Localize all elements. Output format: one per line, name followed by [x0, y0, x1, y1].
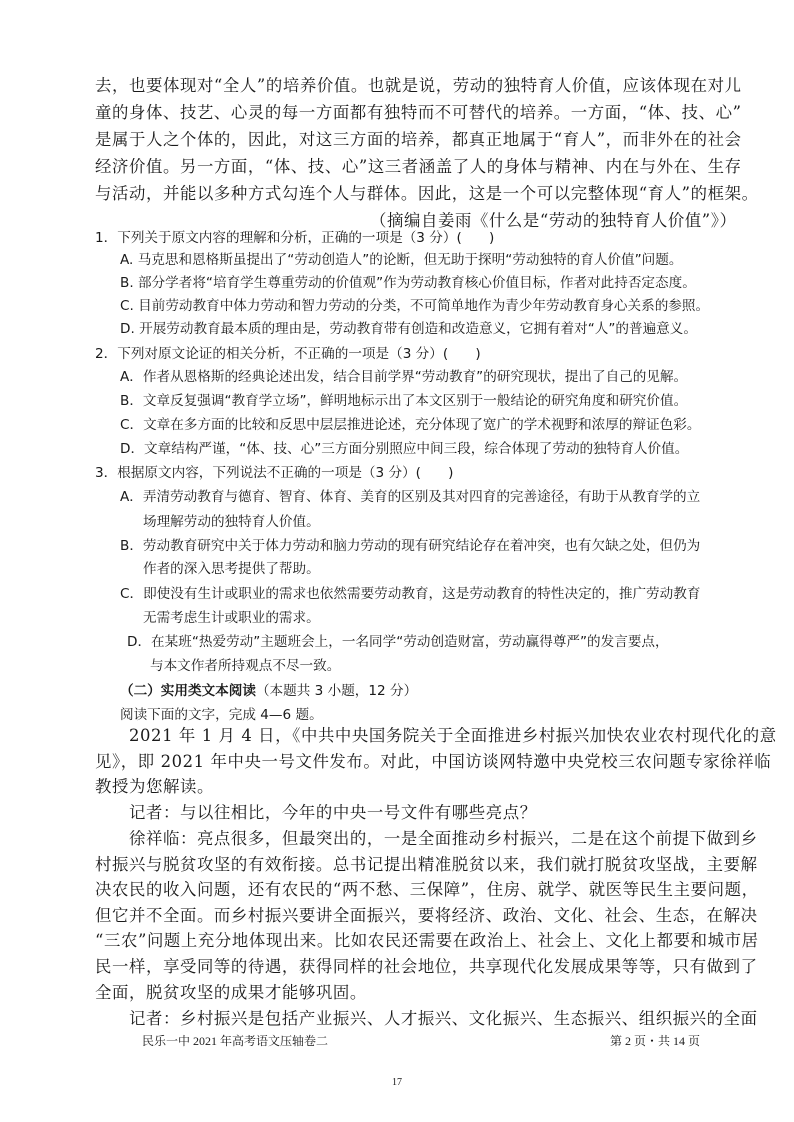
passage2-line-3: 教授为您解读。: [95, 777, 214, 796]
question-3-option-b-line-1: B．劳动教育研究中关于体力劳动和脑力劳动的现有研究结论存在着冲突，也有欠缺之处，但仍为: [120, 538, 701, 554]
question-2-option-a: A．作者从恩格斯的经典论述出发，结合目前学界“劳动教育”的研究现状，提出了自己的见解。: [120, 369, 688, 385]
passage2-line-2: 见》，即 2021 年中央一号文件发布。对此，中国访谈网特邀中央党校三农问题专家徐祥临: [95, 752, 772, 771]
question-3-option-c-line-1: C．即使没有生计或职业的需求也依然需要劳动教育，这是劳动教育的特性决定的，推广劳动教育: [120, 586, 701, 602]
passage1-line-5: 与活动，并能以多种方式勾连个人与群体。因此，这是一个可以完整体现“育人”的框架。: [95, 184, 759, 203]
passage2-line-5: 徐祥临：亮点很多，但最突出的，一是全面推动乡村振兴，二是在这个前提下做到乡: [95, 829, 758, 848]
passage1-source: （摘编自姜雨《什么是“劳动的独特育人价值”》）: [370, 211, 737, 230]
passage2-line-12: 记者：乡村振兴是包括产业振兴、人才振兴、文化振兴、生态振兴、组织振兴的全面: [95, 1009, 758, 1028]
passage2-line-11: 全面，脱贫攻坚的成果才能够巩固。: [95, 983, 367, 1002]
question-2-option-d: D．文章结构严谨，“体、技、心”三方面分别照应中间三段，综合体现了劳动的独特育人价值。: [120, 441, 689, 457]
section-2-heading-detail: （本题共 3 小题，12 分）: [255, 683, 418, 699]
question-2-option-c: C．文章在多方面的比较和反思中层层推进论述，充分体现了宽广的学术视野和浓厚的辩证色彩。: [120, 417, 701, 433]
passage1-line-4: 经济价值。另一方面，“体、技、心”这三者涵盖了人的身体与精神、内在与外在、生存: [95, 157, 742, 176]
section-2-heading-title: （二）实用类文本阅读: [120, 683, 256, 699]
question-2-stem: 2．下列对原文论证的相关分析，不正确的一项是（3 分）( ): [95, 346, 481, 362]
passage1-line-1: 去，也要体现对“全人”的培养价值。也就是说，劳动的独特育人价值，应该体现在对儿: [95, 76, 742, 95]
question-1-option-d: D. 开展劳动教育最本质的理由是，劳动教育带有创造和改造意义，它拥有着对“人”的普遍意义。: [120, 321, 697, 337]
question-1-option-c: C. 目前劳动教育中体力劳动和智力劳动的分类，不可简单地作为青少年劳动教育身心关系的参照。: [120, 298, 710, 314]
question-2-option-b: B．文章反复强调“教育学立场”，鲜明地标示出了本文区别于一般结论的研究角度和研究价值。: [120, 393, 688, 409]
question-3-stem: 3．根据原文内容，下列说法不正确的一项是（3 分）( ): [95, 465, 454, 481]
question-1-option-b: B. 部分学者将“培育学生尊重劳动的价值观”作为劳动教育核心价值目标，作者对此持否定态度。: [120, 275, 696, 291]
question-3-option-b-line-2: 作者的深入思考提供了帮助。: [143, 561, 320, 577]
question-1-option-a: A. 马克思和恩格斯虽提出了“劳动创造人”的论断，但无助于探明“劳动独特的育人价值”问题。: [120, 252, 683, 268]
question-1-stem: 1．下列关于原文内容的理解和分析，正确的一项是（3 分）( ): [95, 230, 495, 246]
passage2-line-8: 但它并不全面。而乡村振兴要讲全面振兴，要将经济、政治、文化、社会、生态，在解决: [95, 906, 758, 925]
passage1-line-2: 童的身体、技艺、心灵的每一方面都有独特而不可替代的培养。一方面，“体、技、心”: [95, 103, 742, 122]
section-2-instruction: 阅读下面的文字，完成 4—6 题。: [120, 707, 323, 723]
question-3-option-a-line-2: 场理解劳动的独特育人价值。: [143, 514, 320, 530]
passage2-line-4: 记者：与以往相比，今年的中央一号文件有哪些亮点？: [95, 803, 537, 822]
passage1-line-3: 是属于人之个体的，因此，对这三方面的培养，都真正地属于“育人”，而非外在的社会: [95, 130, 742, 149]
passage2-line-9: “三农”问题上充分地体现出来。比如农民还需要在政治上、社会上、文化上都要和城市居: [95, 931, 759, 950]
passage2-line-10: 民一样，享受同等的待遇，获得同样的社会地位，共享现代化发展成果等等，只有做到了: [95, 957, 758, 976]
passage2-line-7: 决农民的收入问题，还有农民的“两不愁、三保障”，住房、就学、就医等民生主要问题，: [95, 880, 759, 899]
footer-page-count: 第 2 页・共 14 页: [610, 1034, 701, 1048]
footer-exam-title: 民乐一中 2021 年高考语文压轴卷二: [142, 1034, 329, 1048]
passage2-line-6: 村振兴与脱贫攻坚的有效衔接。总书记提出精准脱贫以来，我们就打脱贫攻坚战，主要解: [95, 855, 758, 874]
question-3-option-d-line-1: D．在某班“热爱劳动”主题班会上，一名同学“劳动创造财富，劳动赢得尊严”的发言要点，: [127, 634, 669, 650]
passage2-line-1: 2021 年 1 月 4 日，《中共中央国务院关于全面推进乡村振兴加快农业农村现代化的意: [95, 726, 777, 745]
question-3-option-a-line-1: A．弄清劳动教育与德育、智育、体育、美育的区别及其对四育的完善途径，有助于从教育学的立: [120, 489, 701, 505]
section-2-heading: [120, 680, 417, 702]
question-3-option-d-line-2: 与本文作者所持观点不尽一致。: [150, 658, 341, 674]
page-number: 17: [392, 1077, 402, 1088]
question-3-option-c-line-2: 无需考虑生计或职业的需求。: [143, 610, 320, 626]
